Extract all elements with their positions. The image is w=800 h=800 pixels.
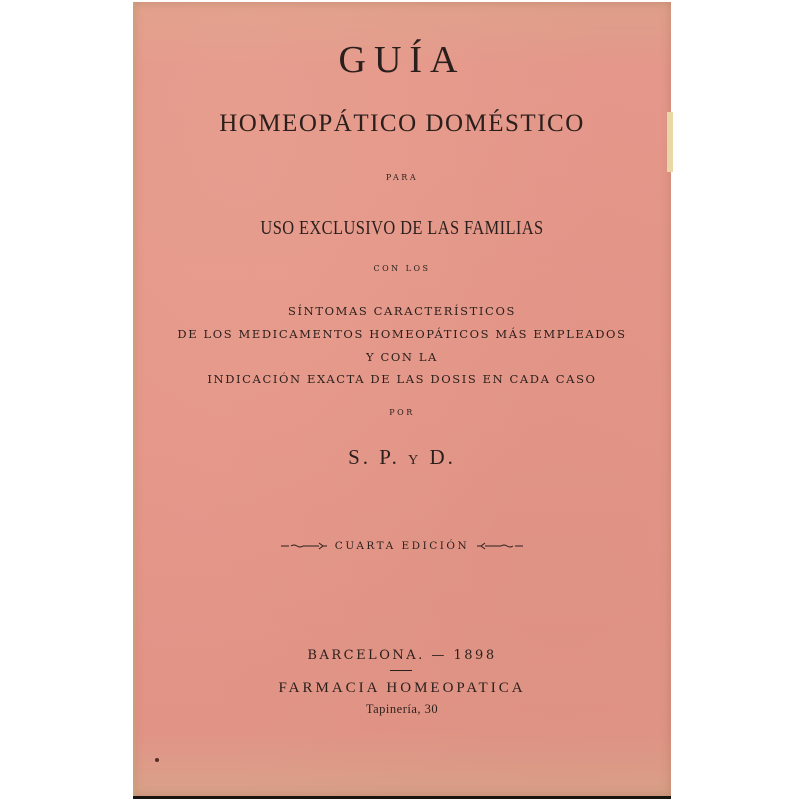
divider-rule bbox=[390, 670, 412, 671]
publisher-address: Tapinería, 30 bbox=[365, 702, 439, 716]
paper-stain bbox=[155, 758, 159, 762]
left-flourish-icon bbox=[281, 542, 327, 550]
book-cover bbox=[133, 2, 671, 799]
description-line-1: SÍNTOMAS CARACTERÍSTICOS bbox=[288, 304, 516, 318]
para-label: PARA bbox=[385, 173, 419, 182]
author-first: S. P. bbox=[348, 445, 400, 469]
book-title: GUÍA bbox=[338, 39, 466, 81]
por-label: POR bbox=[389, 408, 415, 417]
edition-label: CUARTA EDICIÓN bbox=[334, 540, 470, 552]
book-subtitle: HOMEOPÁTICO DOMÉSTICO bbox=[219, 110, 585, 137]
author-conjunction: Y bbox=[408, 453, 422, 468]
right-flourish-icon bbox=[477, 542, 523, 550]
audience-line: USO EXCLUSIVO DE LAS FAMILIAS bbox=[260, 217, 544, 239]
author-initials bbox=[133, 445, 671, 470]
con-los-label: CON LOS bbox=[373, 264, 431, 273]
description-line-2: DE LOS MEDICAMENTOS HOMEOPÁTICOS MÁS EMPLEADOS bbox=[177, 327, 627, 341]
author-last: D. bbox=[429, 445, 456, 469]
description-line-4: INDICACIÓN EXACTA DE LAS DOSIS EN CADA CASO bbox=[207, 372, 597, 386]
city-year: BARCELONA. — 1898 bbox=[307, 648, 497, 663]
publisher-name: FARMACIA HOMEOPATICA bbox=[278, 680, 526, 696]
description-line-3: Y CON LA bbox=[366, 350, 438, 364]
edition-line bbox=[133, 540, 671, 552]
